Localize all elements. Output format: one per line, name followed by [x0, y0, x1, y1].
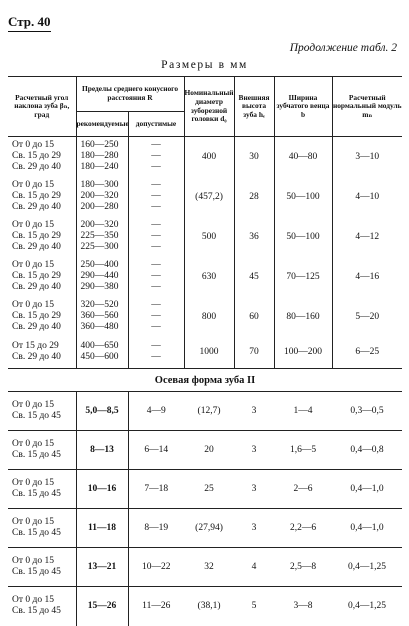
page-number: Стр. 40: [8, 14, 51, 32]
header-allowed: допустимые: [128, 112, 184, 137]
cell-line: Св. 15 до 29: [12, 151, 61, 162]
table-row: [8, 548, 402, 587]
cell-line: —: [151, 271, 161, 281]
header-width: Ширина зубчатого венца b: [274, 77, 332, 137]
angle-cell: [8, 392, 76, 431]
angle-cell: [8, 337, 76, 369]
cell-line: Св. 15 до 29: [12, 311, 61, 321]
allowed-cell: [128, 337, 184, 369]
cell-line: От 0 до 15: [12, 300, 54, 310]
table-row: [8, 297, 402, 337]
module-cell: 0,3—0,5: [350, 406, 384, 416]
recommended-cell: [76, 297, 128, 337]
width-cell: 80—160: [274, 297, 332, 337]
module-cell: 5—20: [332, 297, 402, 337]
cell-line: 200—280: [80, 202, 119, 212]
allowed-cell: [128, 177, 184, 217]
module-cell: 0,4—1,25: [332, 548, 402, 587]
cell-line: —: [151, 260, 161, 270]
width-cell: 3—8: [274, 587, 332, 626]
cell-line: —: [151, 341, 161, 352]
module-cell: 4—16: [332, 257, 402, 297]
allowed-cell: 6—14: [128, 431, 184, 470]
recommended-cell: 5,0—8,5: [76, 392, 128, 431]
width-cell: 1,6—5: [274, 431, 332, 470]
table-row: [8, 470, 402, 509]
cell-line: —: [151, 202, 161, 212]
cell-line: —: [151, 162, 161, 173]
cell-line: Св. 15 до 45: [12, 411, 61, 421]
cell-line: От 0 до 15: [12, 439, 54, 449]
angle-cell: [8, 257, 76, 297]
width-cell: 50—100: [274, 217, 332, 257]
height-cell: 3: [234, 470, 274, 509]
header-range: Пределы среднего конусного расстояния R: [76, 77, 184, 112]
recommended-cell: [76, 177, 128, 217]
cell-line: —: [151, 352, 161, 363]
angle-cell: [8, 587, 76, 626]
diameter-cell: 500: [184, 217, 234, 257]
cell-line: —: [151, 191, 161, 201]
recommended-cell: [76, 337, 128, 369]
cell-line: От 0 до 15: [12, 140, 54, 151]
header-recommended: рекомендуемые: [76, 112, 128, 137]
module-cell: 0,4—1,0: [332, 470, 402, 509]
diameter-cell: (38,1): [184, 587, 234, 626]
cell-line: 360—560: [80, 311, 119, 321]
angle-cell: [8, 548, 76, 587]
cell-line: От 0 до 15: [12, 400, 54, 410]
table-row: [8, 257, 402, 297]
cell-line: Св. 29 до 40: [12, 322, 61, 332]
cell-line: —: [151, 151, 161, 162]
module-cell: 4—10: [332, 177, 402, 217]
recommended-cell: [76, 137, 128, 177]
allowed-cell: [128, 217, 184, 257]
angle-cell: [8, 137, 76, 177]
section2-title: Осевая форма зуба II: [8, 369, 402, 392]
height-cell: 36: [234, 217, 274, 257]
cell-line: 225—300: [80, 242, 119, 252]
cell-line: Св. 15 до 45: [12, 606, 61, 617]
allowed-cell: [128, 257, 184, 297]
diameter-cell: 20: [184, 431, 234, 470]
cell-line: —: [151, 282, 161, 292]
cell-line: 320—520: [80, 300, 119, 310]
cell-line: От 0 до 15: [12, 260, 54, 270]
section2-rows: [8, 392, 402, 626]
cell-line: 200—320: [80, 191, 119, 201]
recommended-cell: 15—26: [76, 587, 128, 626]
angle-cell: [8, 177, 76, 217]
module-cell: 4—12: [332, 217, 402, 257]
height-cell: 60: [234, 297, 274, 337]
width-cell: 40—80: [274, 137, 332, 177]
cell-line: 400—650: [80, 341, 119, 352]
section1-body: [8, 137, 402, 369]
cell-line: Св. 15 до 45: [12, 450, 61, 460]
cell-line: 180—240: [80, 162, 119, 173]
cell-line: Св. 15 до 29: [12, 231, 61, 241]
module-cell: 0,4—0,8: [332, 431, 402, 470]
cell-line: 180—280: [80, 151, 119, 162]
cell-line: Св. 15 до 45: [12, 567, 61, 577]
gear-parameters-table: [8, 76, 402, 626]
cell-line: От 0 до 15: [12, 517, 54, 527]
allowed-cell: 8—19: [128, 509, 184, 548]
recommended-cell: 8—13: [76, 431, 128, 470]
cell-line: Св. 15 до 45: [12, 489, 61, 499]
cell-line: Св. 29 до 40: [12, 352, 61, 363]
height-cell: 3: [234, 509, 274, 548]
height-cell: 70: [234, 337, 274, 369]
height-cell: 28: [234, 177, 274, 217]
recommended-cell: 10—16: [76, 470, 128, 509]
cell-line: —: [151, 180, 161, 190]
table-row: [8, 177, 402, 217]
table-row: [8, 217, 402, 257]
cell-line: Св. 29 до 40: [12, 202, 61, 212]
cell-line: 225—350: [80, 231, 119, 241]
cell-line: Св. 15 до 45: [12, 528, 61, 538]
table-row: [8, 137, 402, 177]
sizes-caption: Размеры в мм: [161, 59, 248, 71]
recommended-cell: 13—21: [76, 548, 128, 587]
diameter-cell: 400: [184, 137, 234, 177]
cell-line: Св. 29 до 40: [12, 162, 61, 173]
angle-cell: [8, 431, 76, 470]
angle-cell: [8, 509, 76, 548]
recommended-cell: 11—18: [76, 509, 128, 548]
module-cell: 0,4—1,25: [332, 587, 402, 626]
height-cell: 30: [234, 137, 274, 177]
continuation-note: Продолжение табл. 2: [289, 42, 397, 54]
width-cell: 70—125: [274, 257, 332, 297]
module-cell: 0,4—1,0: [332, 509, 402, 548]
diameter-cell: (27,94): [184, 509, 234, 548]
diameter-cell: (457,2): [184, 177, 234, 217]
diameter-cell: 25: [184, 470, 234, 509]
cell-line: 200—320: [80, 220, 119, 230]
angle-cell: [8, 470, 76, 509]
cell-line: 290—380: [80, 282, 119, 292]
table-row: [8, 587, 402, 626]
table-row: [8, 431, 402, 470]
header-angle: Расчетный угол наклона зуба βₙ, град: [8, 77, 76, 137]
section2-body: [8, 369, 402, 392]
header-diameter: Номинальный диаметр зуборезной головки d₀: [184, 77, 234, 137]
recommended-cell: [76, 257, 128, 297]
cell-line: Св. 15 до 29: [12, 271, 61, 281]
diameter-cell: (12,7): [197, 406, 221, 416]
cell-line: От 0 до 15: [12, 180, 54, 190]
cell-line: Св. 15 до 29: [12, 191, 61, 201]
cell-line: От 15 до 29: [12, 341, 59, 352]
height-cell: 3: [251, 406, 257, 416]
allowed-cell: [128, 297, 184, 337]
cell-line: 450—600: [80, 352, 119, 363]
cell-line: —: [151, 220, 161, 230]
diameter-cell: 630: [184, 257, 234, 297]
header-module: Расчетный нормальный модуль mₙ: [332, 77, 402, 137]
table-row: [8, 392, 402, 431]
cell-line: —: [151, 311, 161, 321]
cell-line: —: [151, 242, 161, 252]
cell-line: 160—250: [80, 140, 119, 151]
cell-line: Св. 29 до 40: [12, 282, 61, 292]
allowed-cell: [128, 137, 184, 177]
cell-line: Св. 29 до 40: [12, 242, 61, 252]
height-cell: 3: [234, 431, 274, 470]
cell-line: —: [151, 231, 161, 241]
allowed-cell: 10—22: [128, 548, 184, 587]
cell-line: От 0 до 15: [12, 595, 54, 606]
cell-line: —: [151, 140, 161, 151]
angle-cell: [8, 217, 76, 257]
cell-line: От 0 до 15: [12, 220, 54, 230]
cell-line: 250—400: [80, 260, 119, 270]
width-cell: 50—100: [274, 177, 332, 217]
diameter-cell: 1000: [184, 337, 234, 369]
allowed-cell: 4—9: [146, 406, 166, 416]
allowed-cell: 11—26: [128, 587, 184, 626]
width-cell: 2,2—6: [274, 509, 332, 548]
height-cell: 4: [234, 548, 274, 587]
table-row: [8, 509, 402, 548]
angle-cell: [8, 297, 76, 337]
width-cell: 100—200: [274, 337, 332, 369]
cell-line: От 0 до 15: [12, 556, 54, 566]
recommended-cell: [76, 217, 128, 257]
diameter-cell: 32: [184, 548, 234, 587]
cell-line: 180—300: [80, 180, 119, 190]
allowed-cell: 7—18: [128, 470, 184, 509]
header-height: Внешняя высота зуба hₑ: [234, 77, 274, 137]
cell-line: —: [151, 322, 161, 332]
cell-line: —: [151, 300, 161, 310]
cell-line: От 0 до 15: [12, 478, 54, 488]
width-cell: 2,5—8: [274, 548, 332, 587]
module-cell: 6—25: [332, 337, 402, 369]
cell-line: 290—440: [80, 271, 119, 281]
diameter-cell: 800: [184, 297, 234, 337]
cell-line: 360—480: [80, 322, 119, 332]
module-cell: 3—10: [332, 137, 402, 177]
width-cell: 2—6: [274, 470, 332, 509]
table-row: [8, 337, 402, 369]
height-cell: 45: [234, 257, 274, 297]
height-cell: 5: [234, 587, 274, 626]
width-cell: 1—4: [293, 406, 313, 416]
